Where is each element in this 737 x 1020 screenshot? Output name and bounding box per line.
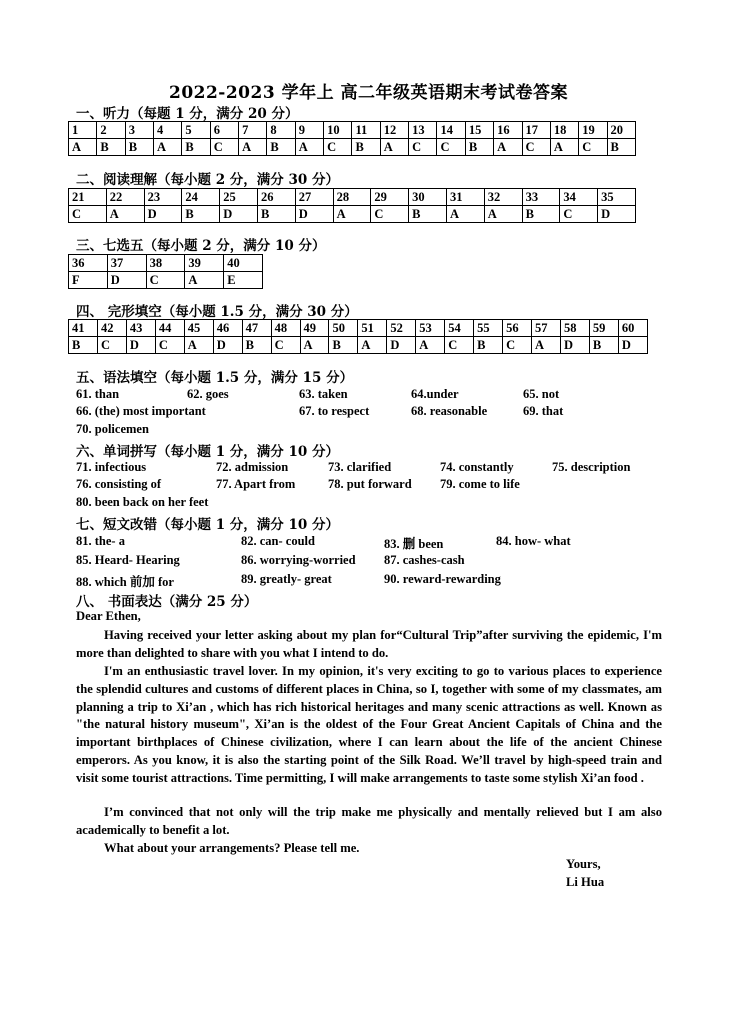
question-number-cell: 21 — [69, 189, 107, 206]
question-number-cell: 32 — [484, 189, 522, 206]
letter-paragraph: Having received your letter asking about my plan for“Cultural Trip”after surviving the epidemic, I'm more than delighted to share with you what I intend to do. — [76, 628, 662, 660]
question-number-cell: 24 — [182, 189, 220, 206]
question-number-cell: 45 — [184, 320, 213, 337]
grammar-item: 69. that — [523, 404, 564, 418]
answer-cell: C — [69, 206, 107, 223]
answer-cell: A — [358, 337, 387, 354]
grammar-item: 67. to respect — [299, 404, 370, 418]
answer-cell: C — [97, 337, 126, 354]
question-number-cell: 59 — [589, 320, 618, 337]
question-number-cell: 17 — [522, 122, 550, 139]
answer-cell: D — [126, 337, 155, 354]
question-number-cell: 57 — [532, 320, 561, 337]
spelling-item: 80. been back on her feet — [76, 495, 209, 509]
answer-cell: A — [532, 337, 561, 354]
spelling-item: 73. clarified — [328, 460, 392, 474]
answer-cell: C — [324, 139, 352, 156]
question-number-cell: 29 — [371, 189, 409, 206]
question-number-cell: 51 — [358, 320, 387, 337]
listening-heading: 一、听力（每题 1 分，满分 20 分） — [76, 106, 299, 122]
letter-paragraph: I’m convinced that not only will the trip make me physically and mentally relieved but I am also academically to benefit a lot. — [76, 805, 662, 837]
question-number-cell: 54 — [445, 320, 474, 337]
answer-cell: B — [522, 206, 560, 223]
cloze-heading: 四、 完形填空（每小题 1.5 分，满分 30 分） — [76, 304, 358, 320]
correction-item: 82. can- could — [241, 534, 315, 548]
answer-cell: A — [154, 139, 182, 156]
writing-heading: 八、 书面表达（满分 25 分） — [76, 594, 258, 610]
answer-cell: A — [494, 139, 522, 156]
letter-closing: Yours, — [566, 857, 601, 871]
question-number-row — [69, 320, 648, 337]
answer-cell: A — [295, 139, 323, 156]
answer-cell: D — [107, 272, 146, 289]
question-number-cell: 49 — [300, 320, 329, 337]
answer-cell: A — [69, 139, 97, 156]
answer-cell: C — [437, 139, 465, 156]
question-number-cell: 39 — [185, 255, 224, 272]
question-number-cell: 16 — [494, 122, 522, 139]
correction-item: 89. greatly- great — [241, 572, 332, 586]
answer-cell: B — [182, 139, 210, 156]
answer-row — [69, 139, 636, 156]
question-number-cell: 36 — [69, 255, 108, 272]
question-number-cell: 30 — [409, 189, 447, 206]
question-number-cell: 9 — [295, 122, 323, 139]
answer-cell: A — [106, 206, 144, 223]
question-number-cell: 26 — [257, 189, 295, 206]
answer-cell: C — [371, 206, 409, 223]
spelling-item: 77. Apart from — [216, 477, 296, 491]
question-number-cell: 22 — [106, 189, 144, 206]
answer-row — [69, 272, 263, 289]
answer-cell: D — [598, 206, 636, 223]
correction-item: 83. 删 been — [384, 537, 444, 551]
question-number-cell: 47 — [242, 320, 271, 337]
answer-cell: B — [69, 337, 98, 354]
question-number-cell: 37 — [107, 255, 146, 272]
answer-cell: A — [416, 337, 445, 354]
question-number-cell: 3 — [125, 122, 153, 139]
question-number-cell: 58 — [560, 320, 589, 337]
answer-cell: B — [352, 139, 380, 156]
question-number-cell: 28 — [333, 189, 371, 206]
answer-cell: B — [267, 139, 295, 156]
question-number-cell: 46 — [213, 320, 242, 337]
spelling-item: 72. admission — [216, 460, 289, 474]
answer-cell: A — [333, 206, 371, 223]
answer-cell: B — [97, 139, 125, 156]
correction-item: 87. cashes-cash — [384, 553, 465, 567]
grammar-item: 63. taken — [299, 387, 348, 401]
question-number-cell: 5 — [182, 122, 210, 139]
grammar-item: 61. than — [76, 387, 120, 401]
question-number-row — [69, 122, 636, 139]
answer-cell: B — [242, 337, 271, 354]
answer-cell: B — [465, 139, 493, 156]
question-number-cell: 2 — [97, 122, 125, 139]
answer-cell: B — [409, 206, 447, 223]
question-number-cell: 50 — [329, 320, 358, 337]
letter-salutation: Dear Ethen, — [76, 609, 141, 623]
seven-five-answer-table — [68, 254, 263, 289]
answer-cell: C — [146, 272, 185, 289]
question-number-cell: 42 — [97, 320, 126, 337]
question-number-cell: 56 — [503, 320, 532, 337]
answer-row — [69, 337, 648, 354]
answer-cell: D — [220, 206, 258, 223]
question-number-cell: 18 — [550, 122, 578, 139]
answer-cell: B — [474, 337, 503, 354]
answer-cell: C — [522, 139, 550, 156]
grammar-item: 70. policemen — [76, 422, 149, 436]
spelling-item: 76. consisting of — [76, 477, 162, 491]
question-number-cell: 15 — [465, 122, 493, 139]
question-number-cell: 23 — [144, 189, 182, 206]
question-number-row — [69, 255, 263, 272]
listening-answer-table — [68, 121, 636, 156]
reading-answer-table — [68, 188, 636, 223]
answer-cell: A — [380, 139, 408, 156]
correction-item: 90. reward-rewarding — [384, 572, 501, 586]
question-number-cell: 12 — [380, 122, 408, 139]
question-number-cell: 19 — [579, 122, 607, 139]
question-number-cell: 6 — [210, 122, 238, 139]
answer-cell: A — [446, 206, 484, 223]
correction-heading: 七、短文改错（每小题 1 分，满分 10 分） — [76, 517, 339, 533]
page-title: 2022-2023 学年上 高二年级英语期末考试卷答案 — [168, 83, 569, 103]
question-number-cell: 20 — [607, 122, 635, 139]
seven-five-heading: 三、七选五（每小题 2 分，满分 10 分） — [76, 238, 326, 254]
answer-cell: C — [155, 337, 184, 354]
grammar-heading: 五、语法填空（每小题 1.5 分，满分 15 分） — [76, 370, 354, 386]
grammar-item: 64.under — [411, 387, 459, 401]
letter-paragraph: What about your arrangements? Please tell me. — [104, 841, 360, 855]
question-number-cell: 4 — [154, 122, 182, 139]
letter-paragraph: I'm an enthusiastic travel lover. In my opinion, it's very exciting to go to various places to experience the splendid cultures and customs of different places in China, so I, together with some of my classmates, am planning a trip to Xi’an , which has rich historical heritages and many scenic attractions as well. Known as "the natural history museum", Xi’an is the oldest of the Four Great Ancient Capitals of China and the important birthplaces of Chinese civilization, where I can learn about the life of the ancient Chinese emperors. As you know, it is also the starting point of the Silk Road. We’ll travel by high-speed train and visit some tourist attractions. Time permitting, I will make arrangements to taste some stylish Xi’an food . — [76, 664, 662, 785]
correction-item: 85. Heard- Hearing — [76, 553, 180, 567]
answer-cell: D — [144, 206, 182, 223]
answer-cell: D — [560, 337, 589, 354]
spelling-heading: 六、单词拼写（每小题 1 分，满分 10 分） — [76, 444, 339, 460]
spelling-item: 74. constantly — [440, 460, 514, 474]
reading-heading: 二、阅读理解（每小题 2 分，满分 30 分） — [76, 172, 339, 188]
question-number-cell: 27 — [295, 189, 333, 206]
answer-cell: E — [224, 272, 263, 289]
grammar-item: 65. not — [523, 387, 560, 401]
answer-cell: B — [607, 139, 635, 156]
correction-item: 84. how- what — [496, 534, 571, 548]
answer-row — [69, 206, 636, 223]
correction-item: 86. worrying-worried — [241, 553, 356, 567]
answer-cell: F — [69, 272, 108, 289]
question-number-cell: 10 — [324, 122, 352, 139]
cloze-answer-table — [68, 319, 648, 354]
answer-cell: A — [550, 139, 578, 156]
question-number-cell: 60 — [618, 320, 647, 337]
correction-item: 81. the- a — [76, 534, 125, 548]
answer-cell: C — [560, 206, 598, 223]
spelling-item: 71. infectious — [76, 460, 147, 474]
answer-cell: A — [484, 206, 522, 223]
question-number-cell: 52 — [387, 320, 416, 337]
answer-cell: D — [618, 337, 647, 354]
answer-cell: A — [184, 337, 213, 354]
question-number-cell: 53 — [416, 320, 445, 337]
correction-item: 88. which 前加 for — [76, 575, 174, 589]
answer-cell: C — [271, 337, 300, 354]
question-number-cell: 41 — [69, 320, 98, 337]
answer-cell: B — [182, 206, 220, 223]
answer-cell: B — [329, 337, 358, 354]
question-number-cell: 7 — [239, 122, 267, 139]
question-number-row — [69, 189, 636, 206]
question-number-cell: 11 — [352, 122, 380, 139]
question-number-cell: 31 — [446, 189, 484, 206]
answer-cell: C — [503, 337, 532, 354]
question-number-cell: 33 — [522, 189, 560, 206]
question-number-cell: 48 — [271, 320, 300, 337]
grammar-item: 68. reasonable — [411, 404, 488, 418]
answer-cell: A — [300, 337, 329, 354]
grammar-item: 62. goes — [187, 387, 229, 401]
question-number-cell: 34 — [560, 189, 598, 206]
answer-cell: D — [295, 206, 333, 223]
answer-cell: A — [239, 139, 267, 156]
question-number-cell: 1 — [69, 122, 97, 139]
answer-cell: D — [213, 337, 242, 354]
answer-cell: C — [210, 139, 238, 156]
answer-cell: D — [387, 337, 416, 354]
question-number-cell: 55 — [474, 320, 503, 337]
question-number-cell: 14 — [437, 122, 465, 139]
grammar-item: 66. (the) most important — [76, 404, 206, 418]
spelling-item: 79. come to life — [440, 477, 520, 491]
question-number-cell: 40 — [224, 255, 263, 272]
answer-cell: C — [409, 139, 437, 156]
spelling-item: 75. description — [552, 460, 631, 474]
question-number-cell: 44 — [155, 320, 184, 337]
question-number-cell: 35 — [598, 189, 636, 206]
answer-cell: A — [185, 272, 224, 289]
answer-cell: B — [125, 139, 153, 156]
answer-cell: C — [445, 337, 474, 354]
question-number-cell: 38 — [146, 255, 185, 272]
answer-cell: B — [589, 337, 618, 354]
letter-signature: Li Hua — [566, 875, 605, 889]
question-number-cell: 25 — [220, 189, 258, 206]
answer-cell: C — [579, 139, 607, 156]
spelling-item: 78. put forward — [328, 477, 412, 491]
question-number-cell: 13 — [409, 122, 437, 139]
answer-cell: B — [257, 206, 295, 223]
question-number-cell: 8 — [267, 122, 295, 139]
question-number-cell: 43 — [126, 320, 155, 337]
